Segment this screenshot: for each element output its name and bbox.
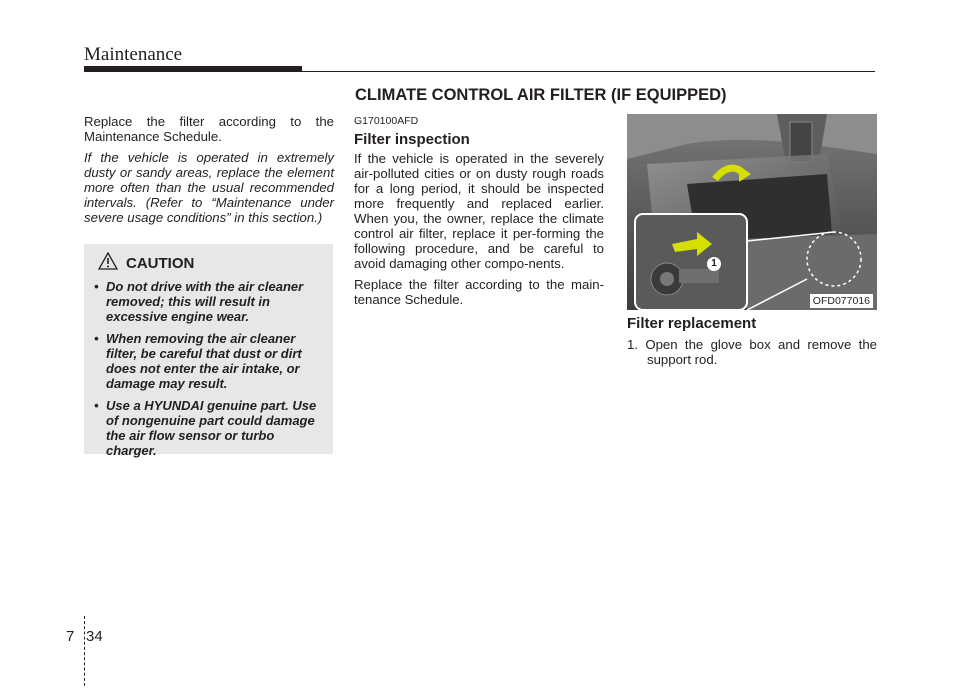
replacement-heading: Filter replacement <box>627 315 757 332</box>
page-number-value: 34 <box>86 628 103 645</box>
section-code: G170100AFD <box>354 115 419 127</box>
replacement-column <box>627 316 877 367</box>
glove-box-figure <box>627 114 877 310</box>
header-bar <box>84 66 302 72</box>
intro-column <box>84 114 334 225</box>
caution-item: • Use a HYUNDAI genuine part. Use of nongenuine part could damage the air flow sensor or turbo charger. <box>94 398 317 458</box>
footer-divider <box>84 616 86 686</box>
page-header-title: Maintenance <box>84 44 183 65</box>
replacement-step: 1. Open the glove box and remove the support rod. <box>627 337 877 367</box>
figure-label: OFD077016 <box>810 294 873 308</box>
caution-title: CAUTION <box>126 255 195 272</box>
dashboard-illustration <box>627 114 877 310</box>
inspection-heading: Filter inspection <box>354 131 470 148</box>
intro-text: Replace the filter according to the Maintenance Schedule. <box>84 114 334 144</box>
chapter-number: 7 <box>66 628 75 645</box>
inspection-body-2: Replace the filter according to the main-tenance Schedule. <box>354 277 604 307</box>
caution-list <box>94 279 326 465</box>
intro-italic-note: If the vehicle is operated in extremely dusty or sandy areas, replace the element more often than the usual recommended intervals. (Refer to “Maintenance under severe usage conditions” in this section.) <box>84 150 334 225</box>
section-title: CLIMATE CONTROL AIR FILTER (IF EQUIPPED) <box>355 86 727 104</box>
warning-triangle-icon <box>98 252 118 270</box>
caution-item: • When removing the air cleaner filter, be careful that dust or dirt does not enter the air intake, or damage may result. <box>94 331 302 391</box>
inspection-body: If the vehicle is operated in the severely air-polluted cities or on dusty rough roads for a long period, it should be inspected more frequently and replaced earlier. When you, the owner, replace the climate control air filter, replace it per-forming the following procedure, and be careful to avoid damaging other compo-nents. <box>354 151 604 271</box>
header-rule <box>302 71 875 72</box>
caution-item: • Do not drive with the air cleaner removed; this will result in excessive engine wear. <box>94 279 304 324</box>
inspection-column <box>354 114 604 313</box>
callout-number-icon: 1 <box>707 257 721 271</box>
